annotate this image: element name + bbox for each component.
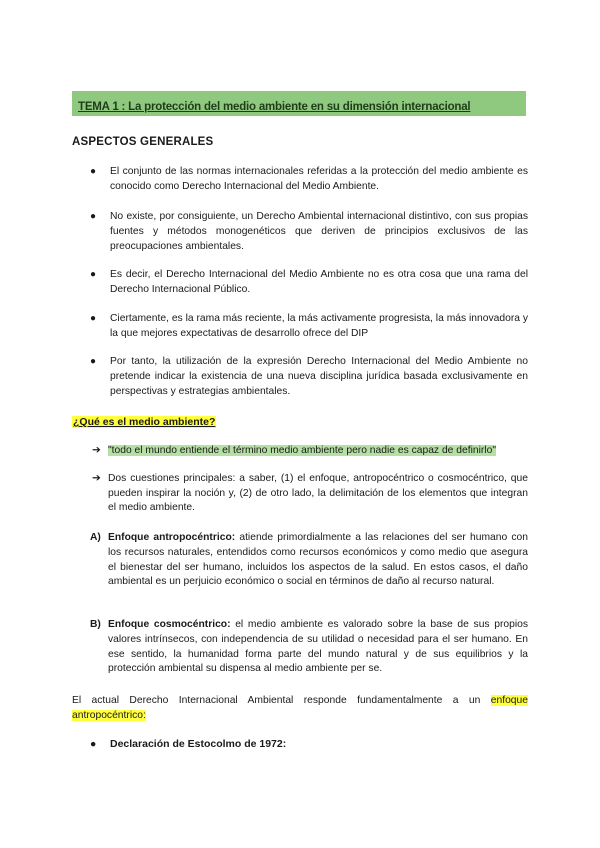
bullet-dot-icon: ● [90, 166, 97, 177]
bullet-item [90, 164, 528, 194]
item-letter: B) [90, 619, 101, 630]
arrow-text: Dos cuestiones principales: a saber, (1) el enfoque, antropocéntrico o cosmocéntrico, que pueden inspirar la noción y, (2) de otro lado, la delimitación de los elementos que integran el medio ambiente. [108, 473, 528, 513]
arrow-right-icon: ➔ [92, 473, 101, 484]
item-term: Enfoque cosmocéntrico: [108, 619, 231, 630]
bullet-dot-icon: ● [90, 211, 97, 222]
item-term: Enfoque antropocéntrico: [108, 532, 236, 543]
bullet-dot-icon: ● [90, 269, 97, 280]
bullet-item [90, 738, 286, 750]
bullet-text: Declaración de Estocolmo de 1972: [110, 738, 287, 750]
bullet-item [90, 354, 528, 400]
section-heading: ASPECTOS GENERALES [72, 136, 214, 148]
item-letter: A) [90, 532, 101, 543]
question-heading: ¿Qué es el medio ambiente? [73, 416, 216, 428]
arrow-right-icon: ➔ [92, 445, 101, 456]
lettered-item [90, 531, 528, 590]
bullet-dot-icon: ● [90, 356, 97, 367]
bullet-text: Es decir, el Derecho Internacional del Medio Ambiente no es otra cosa que una rama del Derecho Internacional Público. [110, 269, 528, 296]
bullet-text: Por tanto, la utilización de la expresión Derecho Internacional del Medio Ambiente no pretende indicar la existencia de una nueva disciplina jurídica basada exclusivamente en perspectivas y estrategias ambientales. [110, 356, 528, 398]
bullet-text: El conjunto de las normas internacionales referidas a la protección del medio ambiente es conocido como Derecho Internacional del Medio Ambiente. [110, 166, 528, 193]
item-text: atiende primordialmente a las relaciones del ser humano con los recursos naturales, entendidos como recursos económicos y como medio que asegura el bienestar del ser humano, incluidos los aspectos de la salud. En estos casos, el daño ambiental es un perjuicio económico o social en términos de daño al recurso natural. [108, 532, 528, 588]
arrow-item [92, 444, 528, 459]
bullet-dot-icon: ● [90, 313, 97, 324]
document-title: TEMA 1 : La protección del medio ambiente en su dimensión internacional [78, 101, 471, 113]
item-text: el medio ambiente es valorado sobre la base de sus propios valores intrínsecos, con independencia de su utilidad o necesidad para el ser humano. En ese sentido, la humanidad forma parte del mundo natural y de sus equilibrios y la protección ambiental su dispensa al medio ambiente per se. [108, 619, 529, 675]
closing-highlight: enfoque antropocéntrico: [72, 695, 528, 721]
bullet-item [90, 311, 528, 341]
bullet-item [90, 209, 528, 255]
arrow-item [92, 472, 528, 516]
lettered-item [90, 618, 528, 677]
closing-text: El actual Derecho Internacional Ambiental responde fundamentalmente a un [72, 695, 491, 706]
bullet-text: Ciertamente, es la rama más reciente, la más activamente progresista, la más innovadora y la que mejores expectativas de desarrollo ofrece del DIP [110, 313, 528, 340]
bullet-item [90, 267, 528, 297]
bullet-text: No existe, por consiguiente, un Derecho Ambiental internacional distintivo, con sus propias fuentes y métodos monogenéticos que deriven de principios exclusivos de las preocupaciones ambientales. [110, 211, 528, 253]
quote-text: "todo el mundo entiende el término medio ambiente pero nadie es capaz de definirlo" [108, 445, 496, 456]
bullet-dot-icon: ● [90, 738, 97, 750]
title-banner [72, 91, 526, 116]
closing-paragraph [72, 693, 528, 723]
